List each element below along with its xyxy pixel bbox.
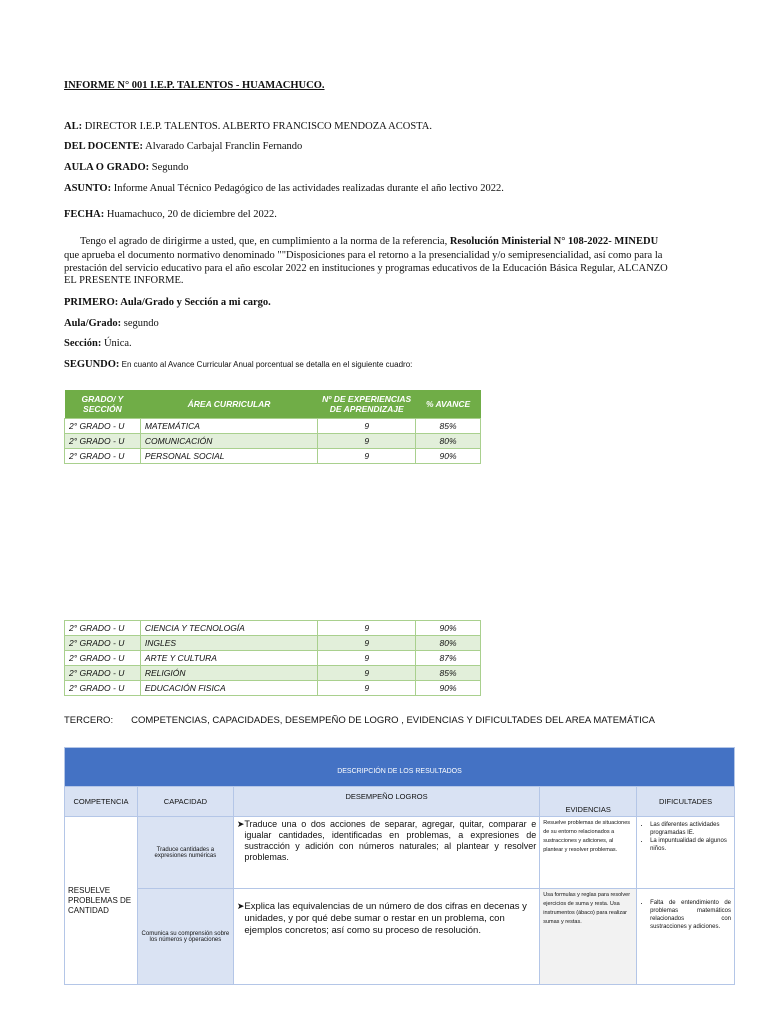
cell-avance: 90% <box>416 621 481 636</box>
primero-heading: PRIMERO: Aula/Grado y Sección a mi cargo. <box>64 297 271 308</box>
competencia-cell: RESUELVE PROBLEMAS DE CANTIDAD <box>65 817 138 985</box>
desempeno-1 <box>233 817 539 889</box>
cell-grado: 2° GRADO - U <box>65 666 141 681</box>
col-dificultades: DIFICULTADES <box>637 787 735 817</box>
seccion-value: Única. <box>101 338 132 349</box>
cell-avance: 90% <box>416 448 481 463</box>
cell-experiencias: 9 <box>318 433 416 448</box>
intro-line-1 <box>80 235 658 248</box>
dificultad-2 <box>637 889 735 985</box>
dificultad-item: • Falta de entendimiento de problemas matemáticos relacionados con sustracciones y adiciones. <box>650 899 731 931</box>
grado-label: Aula/Grado: <box>64 318 122 329</box>
arrow-icon: ➤ <box>236 901 245 911</box>
aula-label: AULA O GRADO: <box>64 162 150 173</box>
cell-experiencias: 9 <box>318 651 416 666</box>
aula-value: Segundo <box>149 162 189 173</box>
desempeno-1-text: Traduce una o dos acciones de separar, agregar, quitar, comparar e igualar cantidades, identificadas en problemas, a expresiones de sustracción y adición con números naturales; al plantear y resolver problemas. <box>244 819 537 862</box>
cell-experiencias: 9 <box>318 621 416 636</box>
document-title: INFORME N° 001 I.E.P. TALENTOS - HUAMACHUCO. <box>64 80 325 91</box>
cell-grado: 2° GRADO - U <box>65 433 141 448</box>
cell-avance: 85% <box>416 418 481 433</box>
table-row <box>65 621 481 636</box>
evidencia-2: Usa formulas y reglas para resolver ejercicios de suma y resta. Usa instrumentos (ábaco) para realizar sumas y restas. <box>540 889 637 985</box>
cell-grado: 2° GRADO - U <box>65 621 141 636</box>
cell-area: RELIGIÓN <box>140 666 318 681</box>
teacher-line <box>64 140 302 153</box>
asunto-label: ASUNTO: <box>64 183 112 194</box>
seccion-label: Sección: <box>64 338 102 349</box>
dificultad-item: • La impuntualidad de algunos niños. <box>650 837 731 853</box>
tercero-heading <box>64 715 655 726</box>
resolution-ref: Resolución Ministerial N° 108-2022- MINEDU <box>449 236 659 247</box>
cell-grado: 2° GRADO - U <box>65 651 141 666</box>
col-desempeno: DESEMPEÑO LOGROS <box>233 787 539 817</box>
date-line <box>64 208 277 221</box>
cell-avance: 85% <box>416 666 481 681</box>
intro-line-2: que aprueba el documento normativo denominado ""Disposiciones para el retorno a la presencialidad y/o semipresencialidad, así como para la <box>64 250 663 261</box>
col-grado: GRADO/ Y SECCIÓN <box>65 390 141 418</box>
cell-area: CIENCIA Y TECNOLOGÍA <box>140 621 318 636</box>
avance-table <box>64 390 481 464</box>
table-row <box>65 448 481 463</box>
cell-area: MATEMÁTICA <box>140 418 317 433</box>
cell-grado: 2° GRADO - U <box>65 448 141 463</box>
col-avance: % AVANCE <box>416 390 481 418</box>
cell-avance: 90% <box>416 681 481 696</box>
table-row <box>65 681 481 696</box>
seccion-line <box>64 337 132 350</box>
evidencia-1: Resuelve problemas de situaciones de su entorno relacionados a sustracciones y adiciones, al plantear y resolver problemas. <box>540 817 637 889</box>
grade-line <box>64 161 189 174</box>
table-row <box>65 636 481 651</box>
col-area: ÁREA CURRICULAR <box>140 390 317 418</box>
desempeno-2 <box>233 889 539 985</box>
cell-area: INGLES <box>140 636 318 651</box>
aula-grado-line <box>64 317 159 330</box>
segundo-line <box>64 358 412 371</box>
cell-experiencias: 9 <box>318 636 416 651</box>
cell-avance: 80% <box>416 636 481 651</box>
cell-area: COMUNICACIÓN <box>140 433 317 448</box>
cell-grado: 2° GRADO - U <box>65 681 141 696</box>
table-row <box>65 666 481 681</box>
resultados-title: DESCRIPCIÓN DE LOS RESULTADOS <box>65 748 735 787</box>
grado-value: segundo <box>121 318 159 329</box>
al-label: AL: <box>64 121 83 132</box>
cell-avance: 87% <box>416 651 481 666</box>
col-experiencias: Nº DE EXPERIENCIAS DE APRENDIZAJE <box>318 390 416 418</box>
cell-experiencias: 9 <box>318 666 416 681</box>
cell-avance: 80% <box>416 433 481 448</box>
al-value: DIRECTOR I.E.P. TALENTOS. ALBERTO FRANCISCO MENDOZA ACOSTA. <box>82 121 432 132</box>
table-row <box>65 418 481 433</box>
capacidad-1: Traduce cantidades a expresiones numéricas <box>137 817 233 889</box>
cell-area: EDUCACIÓN FISICA <box>140 681 318 696</box>
intro-line-3: prestación del servicio educativo para el año escolar 2022 en instituciones y programas educativos de la Educación Básica Regular, ALCANZO <box>64 263 668 274</box>
table-row <box>65 433 481 448</box>
col-capacidad: CAPACIDAD <box>137 787 233 817</box>
docente-label: DEL DOCENTE: <box>64 141 144 152</box>
dificultad-item: • Las diferentes actividades programadas IE. <box>650 821 731 837</box>
segundo-value: En cuanto al Avance Curricular Anual porcentual se detalla en el siguiente cuadro: <box>119 360 413 369</box>
fecha-value: Huamachuco, 20 de diciembre del 2022. <box>104 209 277 220</box>
tercero-text: COMPETENCIAS, CAPACIDADES, DESEMPEÑO DE LOGRO , EVIDENCIAS Y DIFICULTADES DEL AREA MATEMÁTICA <box>131 715 655 726</box>
avance-table-continued <box>64 620 481 696</box>
asunto-value: Informe Anual Técnico Pedagógico de las actividades realizadas durante el año lectivo 2022. <box>111 183 504 194</box>
cell-grado: 2° GRADO - U <box>65 418 141 433</box>
recipient-line <box>64 120 432 133</box>
arrow-icon: ➤ <box>236 819 245 829</box>
docente-value: Alvarado Carbajal Franclin Fernando <box>143 141 303 152</box>
col-competencia: COMPETENCIA <box>65 787 138 817</box>
col-evidencias: EVIDENCIAS <box>540 787 637 817</box>
cell-experiencias: 9 <box>318 418 416 433</box>
table-row <box>65 651 481 666</box>
cell-area: PERSONAL SOCIAL <box>140 448 317 463</box>
cell-grado: 2° GRADO - U <box>65 636 141 651</box>
tercero-label: TERCERO: <box>64 715 114 726</box>
resultados-table <box>64 747 735 985</box>
cell-experiencias: 9 <box>318 448 416 463</box>
segundo-label: SEGUNDO: <box>64 359 120 370</box>
intro-text: Tengo el agrado de dirigirme a usted, que, en cumplimiento a la norma de la referencia, <box>80 236 450 247</box>
desempeno-2-text: Explica las equivalencias de un número de dos cifras en decenas y unidades, y por qué debe sumar o restar en un problema, con ejemplos concretos; así como su proceso de resolución. <box>244 901 527 936</box>
cell-area: ARTE Y CULTURA <box>140 651 318 666</box>
fecha-label: FECHA: <box>64 209 105 220</box>
dificultad-1 <box>637 817 735 889</box>
subject-line <box>64 182 504 195</box>
capacidad-2: Comunica su comprensión sobre los números y operaciones <box>137 889 233 985</box>
intro-line-4: EL PRESENTE INFORME. <box>64 275 184 286</box>
cell-experiencias: 9 <box>318 681 416 696</box>
